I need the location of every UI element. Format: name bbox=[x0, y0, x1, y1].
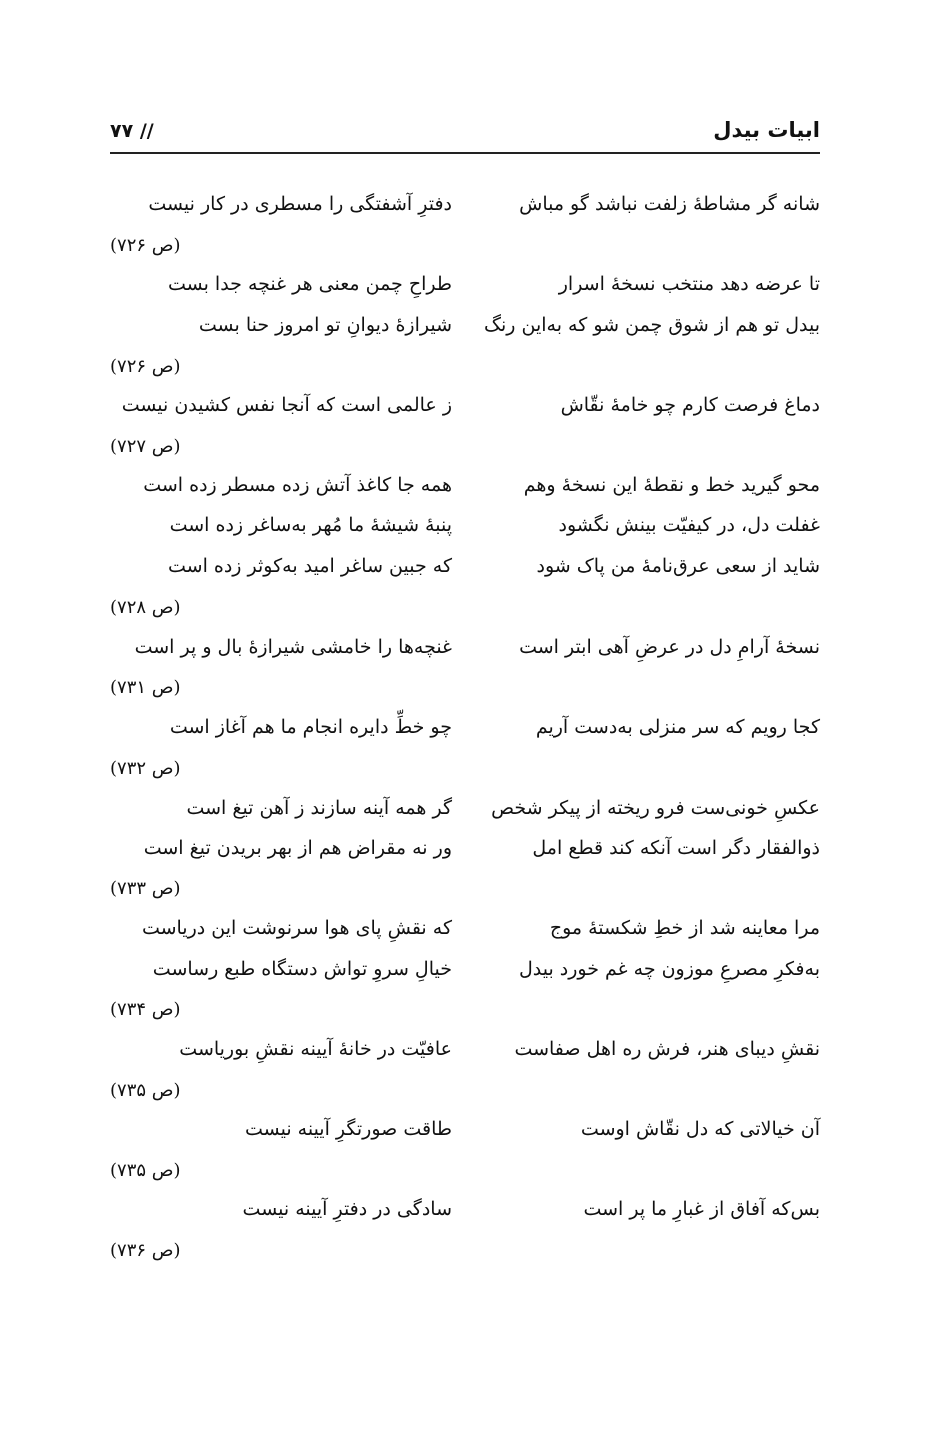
couplet bbox=[110, 273, 820, 309]
page-reference: (ص ۷۳۲) bbox=[110, 758, 181, 779]
hemistich-left: چو خطِّ دایره انجام ما هم آغاز است bbox=[169, 716, 452, 738]
hemistich-right: آن خیالاتی که دل نقّاش اوست bbox=[580, 1118, 820, 1140]
page-reference: (ص ۷۳۵) bbox=[110, 1160, 181, 1181]
hemistich-left: خیالِ سروِ تواش دستگاه طبع رساست bbox=[152, 958, 452, 980]
page-reference: (ص ۷۲۶) bbox=[110, 235, 181, 256]
hemistich-right: مرا معاینه شد از خطِ شکستهٔ موج bbox=[549, 917, 820, 939]
hemistich-right: بیدل تو هم از شوق چمن شو که به‌این رنگ bbox=[484, 314, 820, 336]
page-header bbox=[110, 118, 820, 154]
hemistich-right: تا عرضه دهد منتخب نسخهٔ اسرار bbox=[558, 273, 820, 295]
hemistich-right: شانه گر مشاطهٔ زلفت نباشد گو مباش bbox=[519, 193, 820, 215]
hemistich-left: که نقشِ پای هوا سرنوشت این دریاست bbox=[141, 917, 452, 939]
couplet bbox=[110, 474, 820, 510]
couplet bbox=[110, 797, 820, 833]
couplet bbox=[110, 917, 820, 953]
hemistich-left: طاقت صورتگرِ آیینه نیست bbox=[244, 1118, 452, 1140]
couplet bbox=[110, 314, 820, 350]
hemistich-left: که جبین ساغر امید به‌کوثر زده است bbox=[168, 555, 452, 577]
couplet bbox=[110, 394, 820, 430]
couplet bbox=[110, 837, 820, 873]
hemistich-left: دفترِ آشفتگی را مسطری در کار نیست bbox=[148, 193, 452, 215]
couplet bbox=[110, 716, 820, 752]
page-reference: (ص ۷۳۴) bbox=[110, 999, 181, 1020]
hemistich-right: شاید از سعی عرق‌نامهٔ من پاک شود bbox=[536, 555, 820, 577]
couplet bbox=[110, 193, 820, 229]
hemistich-right: بس‌که آفاق از غبارِ ما پر است bbox=[583, 1198, 820, 1220]
page-number: // ۷۷ bbox=[110, 120, 154, 142]
hemistich-right: عکسِ خونی‌ست فرو ریخته از پیکر شخص bbox=[491, 797, 820, 819]
page-reference: (ص ۷۳۵) bbox=[110, 1080, 181, 1101]
page-reference: (ص ۷۳۳) bbox=[110, 878, 181, 899]
hemistich-left: ور نه مقراض هم از بهر بریدن تیغ است bbox=[143, 837, 452, 859]
couplet bbox=[110, 636, 820, 672]
hemistich-right: نسخهٔ آرامِ دل در عرضِ آهی ابتر است bbox=[519, 636, 820, 658]
hemistich-left: عافیّت در خانهٔ آیینه نقشِ بوریاست bbox=[179, 1038, 452, 1060]
page-reference: (ص ۷۳۱) bbox=[110, 677, 181, 698]
page-reference: (ص ۷۲۸) bbox=[110, 597, 181, 618]
page-reference: (ص ۷۲۷) bbox=[110, 436, 181, 457]
couplet bbox=[110, 1118, 820, 1154]
hemistich-right: نقشِ دیبای هنر، فرش ره اهل صفاست bbox=[514, 1038, 820, 1060]
page-reference: (ص ۷۳۶) bbox=[110, 1240, 181, 1261]
hemistich-left: طراحِ چمن معنی هر غنچه جدا بست bbox=[167, 273, 452, 295]
hemistich-right: غفلت دل، در کیفیّت بینش نگشود bbox=[558, 514, 820, 536]
hemistich-right: کجا رویم که سر منزلی به‌دست آریم bbox=[535, 716, 820, 738]
hemistich-right: ذوالفقار دگر است آنکه کند قطع امل bbox=[532, 837, 820, 859]
hemistich-left: گر همه آینه سازند ز آهن تیغ است bbox=[186, 797, 452, 819]
running-title: ابیات بیدل bbox=[713, 118, 820, 142]
hemistich-right: دماغ فرصت کارم چو خامهٔ نقّاش bbox=[560, 394, 820, 416]
couplet bbox=[110, 1198, 820, 1234]
hemistich-left: ز عالمی است که آنجا نفس کشیدن نیست bbox=[121, 394, 452, 416]
hemistich-left: شیرازهٔ دیوانِ تو امروز حنا بست bbox=[198, 314, 452, 336]
page-reference: (ص ۷۲۶) bbox=[110, 356, 181, 377]
couplet bbox=[110, 555, 820, 591]
couplet bbox=[110, 1038, 820, 1074]
hemistich-left: همه جا کاغذ آتش زده مسطر زده است bbox=[143, 474, 452, 496]
hemistich-right: محو گیرید خط و نقطهٔ این نسخهٔ وهم bbox=[523, 474, 820, 496]
hemistich-left: پنبهٔ شیشهٔ ما مُهر به‌ساغر زده است bbox=[169, 514, 452, 536]
couplet bbox=[110, 514, 820, 550]
hemistich-left: سادگی در دفترِ آیینه نیست bbox=[242, 1198, 452, 1220]
couplet bbox=[110, 958, 820, 994]
hemistich-left: غنچه‌ها را خامشی شیرازهٔ بال و پر است bbox=[134, 636, 452, 658]
hemistich-right: به‌فکرِ مصرعِ موزون چه غم خورد بیدل bbox=[518, 958, 820, 980]
